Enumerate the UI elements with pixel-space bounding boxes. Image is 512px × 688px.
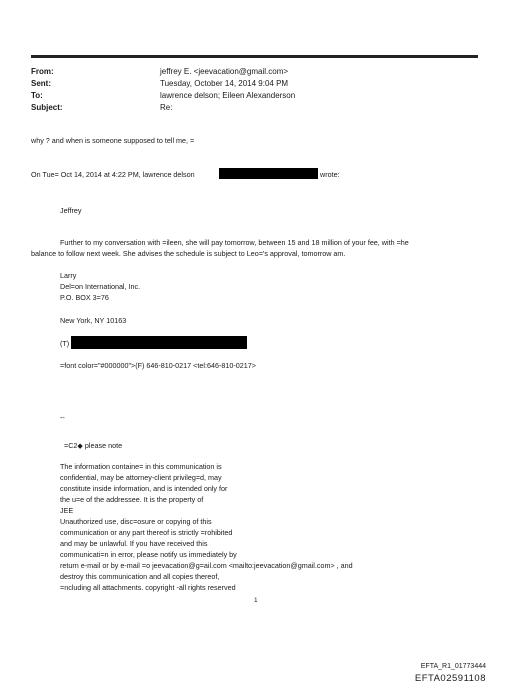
disclaimer-line: The information containe= in this communication is xyxy=(60,462,222,471)
para1-line2: balance to follow next week. She advises the schedule is subject to Leo='s approval, tomorrow am. xyxy=(31,249,346,258)
disclaimer-line: =ncluding all attachments. copyright -all rights reserved xyxy=(60,583,236,592)
page-number: 1 xyxy=(254,597,258,604)
from-label: From: xyxy=(31,67,54,76)
disclaimer-line: JEE xyxy=(60,506,74,515)
quote-intro: On Tue= Oct 14, 2014 at 4:22 PM, lawrence delson xyxy=(31,170,195,179)
para1-line1: Further to my conversation with =ileen, she will pay tomorrow, between 15 and 18 million of your fee, with =he xyxy=(60,238,409,247)
disclaimer-line: destroy this communication and all copies thereof, xyxy=(60,572,220,581)
sig-fax: =font color="#000000">(F) 646-810-0217 <tel:646-810-0217> xyxy=(60,361,256,370)
disclaimer-line: Unauthorized use, disc=osure or copying of this xyxy=(60,517,212,526)
quote-wrote: wrote: xyxy=(320,170,340,179)
disclaimer-line: return e-mail or by e-mail =o jeevacation@g=ail.com <mailto:jeevacation@gmail.com> , and xyxy=(60,561,353,570)
subject-value: Re: xyxy=(160,103,173,112)
sig-phone-label: (T) xyxy=(60,339,70,348)
sig-box: P.O. BOX 3=76 xyxy=(60,293,109,302)
sent-value: Tuesday, October 14, 2014 9:04 PM xyxy=(160,79,289,88)
salutation: Jeffrey xyxy=(60,206,82,215)
disclaimer-line: constitute inside information, and is intended only for xyxy=(60,484,228,493)
subject-label: Subject: xyxy=(31,103,63,112)
to-label: To: xyxy=(31,91,43,100)
note-label: =C2◆ please note xyxy=(64,441,123,450)
sent-label: Sent: xyxy=(31,79,51,88)
reply-text: why ? and when is someone supposed to tell me, = xyxy=(31,136,195,145)
redaction-phone xyxy=(71,336,247,349)
disclaimer-line: the u=e of the addressee. It is the property of xyxy=(60,495,204,504)
disclaimer-line: communicati=n in error, please notify us immediately by xyxy=(60,550,237,559)
redaction-email xyxy=(219,168,318,179)
disclaimer-line: and may be unlawful. If you have received this xyxy=(60,539,208,548)
to-value: lawrence delson; Eileen Alexanderson xyxy=(160,91,296,100)
sig-city: New York, NY 10163 xyxy=(60,316,127,325)
footer-ref-1: EFTA_R1_01773444 xyxy=(420,663,486,670)
header-rule xyxy=(31,55,478,58)
disclaimer-line: confidential, may be attorney-client privileg=d, may xyxy=(60,473,222,482)
footer-ref-2: EFTA02591108 xyxy=(414,673,486,684)
sig-name: Larry xyxy=(60,271,77,280)
disclaimer-line: communication or any part thereof is strictly =rohibited xyxy=(60,528,233,537)
sig-dashes: -- xyxy=(60,413,65,422)
sig-company: Del=on International, Inc. xyxy=(60,282,141,291)
from-value: jeffrey E. <jeevacation@gmail.com> xyxy=(160,67,289,76)
